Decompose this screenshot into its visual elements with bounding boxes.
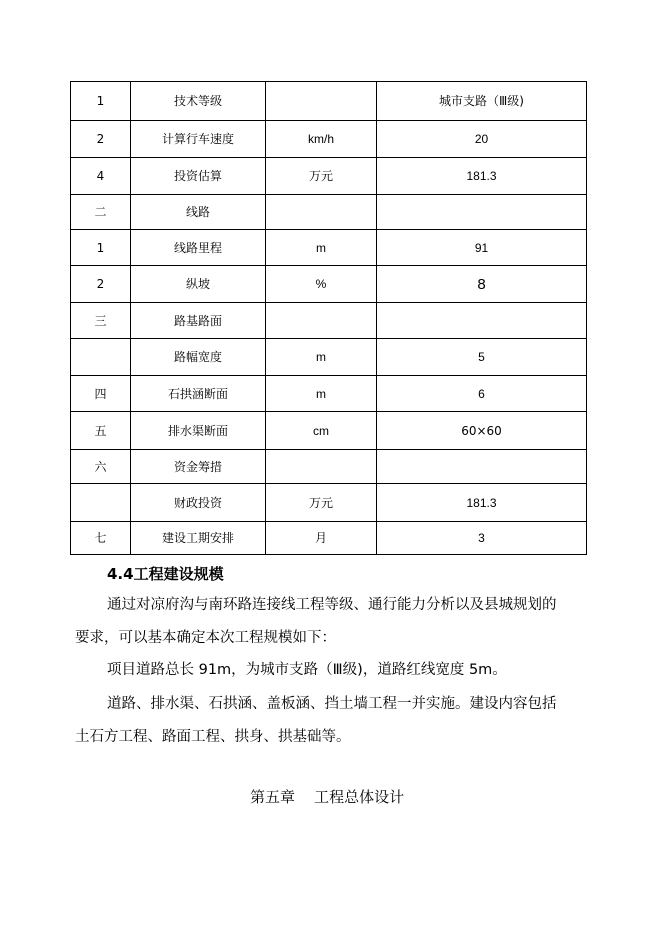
- table-row: [71, 522, 587, 555]
- row-no: 七: [71, 522, 131, 555]
- row-value: 181.3: [377, 484, 587, 522]
- table-row: [71, 484, 587, 522]
- row-unit: %: [266, 266, 377, 303]
- table-row: [71, 82, 587, 121]
- row-item: 财政投资: [131, 484, 266, 522]
- table-row: [71, 339, 587, 376]
- paragraph-line: 项目道路总长 91m，为城市支路（Ⅲ级)，道路红线宽度 5m。: [107, 662, 507, 678]
- row-unit: cm: [266, 412, 377, 450]
- row-item: 石拱涵断面: [131, 376, 266, 412]
- table-row: [71, 230, 587, 266]
- table-row: [71, 121, 587, 158]
- row-no: [71, 339, 131, 376]
- row-value: 5: [377, 339, 587, 376]
- row-no: 四: [71, 376, 131, 412]
- row-unit: 万元: [266, 158, 377, 195]
- row-unit: 月: [266, 522, 377, 555]
- row-value: 6: [377, 376, 587, 412]
- row-unit: [266, 450, 377, 484]
- row-item: 建设工期安排: [131, 522, 266, 555]
- row-unit: m: [266, 376, 377, 412]
- section-title: 4.4工程建设规模: [107, 565, 224, 583]
- row-no: 1: [71, 230, 131, 266]
- row-no: 六: [71, 450, 131, 484]
- paragraph-line: 要求，可以基本确定本次工程规模如下：: [75, 630, 336, 646]
- row-unit: [266, 82, 377, 121]
- paragraph-line: 土石方工程、路面工程、拱身、拱基础等。: [75, 729, 351, 745]
- row-item: 排水渠断面: [131, 412, 266, 450]
- row-no: 1: [71, 82, 131, 121]
- table-row: [71, 376, 587, 412]
- row-no: 2: [71, 266, 131, 303]
- row-item: 线路里程: [131, 230, 266, 266]
- spec-table: [70, 81, 587, 555]
- row-value: 3: [377, 522, 587, 555]
- paragraph-line: 道路、排水渠、石拱涵、盖板涵、挡土墙工程一并实施。建设内容包括: [107, 696, 557, 712]
- table-row: [71, 195, 587, 230]
- row-unit: m: [266, 339, 377, 376]
- table-row: [71, 158, 587, 195]
- row-unit: m: [266, 230, 377, 266]
- row-unit: 万元: [266, 484, 377, 522]
- row-item: 路幅宽度: [131, 339, 266, 376]
- row-no: 五: [71, 412, 131, 450]
- paragraph-line: 通过对凉府沟与南环路连接线工程等级、通行能力分析以及县城规划的: [107, 597, 557, 613]
- table-row: [71, 450, 587, 484]
- row-no: 二: [71, 195, 131, 230]
- row-item: 纵坡: [131, 266, 266, 303]
- row-item: 路基路面: [131, 303, 266, 339]
- row-value: [377, 450, 587, 484]
- row-no: [71, 484, 131, 522]
- row-unit: km/h: [266, 121, 377, 158]
- row-value: 181.3: [377, 158, 587, 195]
- row-no: 三: [71, 303, 131, 339]
- row-unit: [266, 195, 377, 230]
- row-item: 计算行车速度: [131, 121, 266, 158]
- row-value: 91: [377, 230, 587, 266]
- row-item: 线路: [131, 195, 266, 230]
- row-value: 20: [377, 121, 587, 158]
- row-no: 2: [71, 121, 131, 158]
- table-row: [71, 412, 587, 450]
- row-value: [377, 303, 587, 339]
- row-value: 60×60: [377, 412, 587, 450]
- row-unit: [266, 303, 377, 339]
- row-item: 资金筹措: [131, 450, 266, 484]
- row-value: [377, 195, 587, 230]
- row-no: 4: [71, 158, 131, 195]
- table-row: [71, 303, 587, 339]
- chapter-title: 第五章 工程总体设计: [250, 788, 405, 806]
- table-row: [71, 266, 587, 303]
- row-value: 城市支路（Ⅲ级): [377, 82, 587, 121]
- row-value: 8: [377, 266, 587, 303]
- row-item: 投资估算: [131, 158, 266, 195]
- row-item: 技术等级: [131, 82, 266, 121]
